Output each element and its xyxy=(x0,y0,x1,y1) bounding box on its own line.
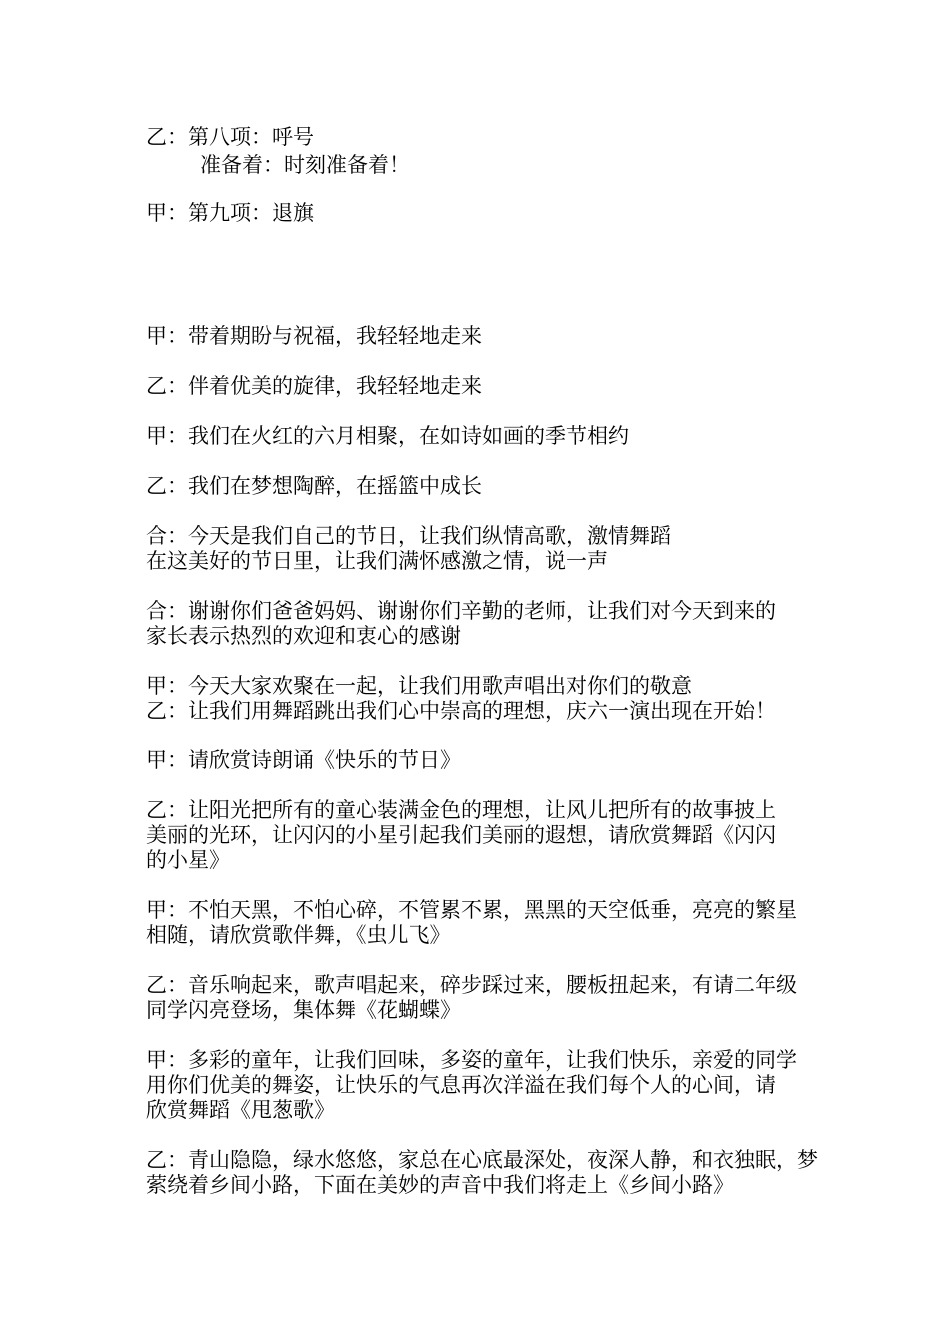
text-line: 甲：多彩的童年，让我们回味，多姿的童年，让我们快乐，亲爱的同学 xyxy=(146,1048,797,1072)
text-line: 相随，请欣赏歌伴舞，《虫儿飞》 xyxy=(146,923,451,947)
text-line: 欣赏舞蹈《甩葱歌》 xyxy=(146,1098,335,1122)
text-line: 乙：青山隐隐，绿水悠悠，家总在心底最深处，夜深人静，和衣独眠，梦 xyxy=(146,1148,818,1172)
text-line: 乙：音乐响起来，歌声唱起来，碎步踩过来，腰板扭起来，有请二年级 xyxy=(146,973,797,997)
text-line: 美丽的光环，让闪闪的小星引起我们美丽的遐想，请欣赏舞蹈《闪闪 xyxy=(146,823,776,847)
text-line: 乙：伴着优美的旋律，我轻轻地走来 xyxy=(146,374,482,398)
text-line: 甲：不怕天黑，不怕心碎，不管累不累，黑黑的天空低垂，亮亮的繁星 xyxy=(146,898,797,922)
text-line: 乙：第八项：呼号 xyxy=(146,125,314,149)
text-line: 的小星》 xyxy=(146,848,230,872)
text-line: 合：今天是我们自己的节日，让我们纵情高歌，激情舞蹈 xyxy=(146,524,671,548)
text-line: 甲：我们在火红的六月相聚，在如诗如画的季节相约 xyxy=(146,424,629,448)
text-line: 用你们优美的舞姿，让快乐的气息再次洋溢在我们每个人的心间，请 xyxy=(146,1073,776,1097)
text-line: 乙：让阳光把所有的童心装满金色的理想，让风儿把所有的故事披上 xyxy=(146,798,776,822)
text-line: 乙：我们在梦想陶醉，在摇篮中成长 xyxy=(146,474,482,498)
text-line: 甲：带着期盼与祝福，我轻轻地走来 xyxy=(146,324,482,348)
text-line: 准备着：时刻准备着！ xyxy=(200,153,410,177)
text-line: 合：谢谢你们爸爸妈妈、谢谢你们辛勤的老师，让我们对今天到来的 xyxy=(146,599,776,623)
text-line: 在这美好的节日里，让我们满怀感激之情，说一声 xyxy=(146,549,608,573)
text-line: 乙：让我们用舞蹈跳出我们心中崇高的理想，庆六一演出现在开始！ xyxy=(146,699,776,723)
text-line: 萦绕着乡间小路，下面在美妙的声音中我们将走上《乡间小路》 xyxy=(146,1173,734,1197)
text-line: 家长表示热烈的欢迎和衷心的感谢 xyxy=(146,624,461,648)
text-line: 甲：第九项：退旗 xyxy=(146,201,314,225)
text-line: 同学闪亮登场，集体舞《花蝴蝶》 xyxy=(146,998,461,1022)
text-line: 甲：今天大家欢聚在一起，让我们用歌声唱出对你们的敬意 xyxy=(146,674,692,698)
text-line: 甲：请欣赏诗朗诵《快乐的节日》 xyxy=(146,748,461,772)
